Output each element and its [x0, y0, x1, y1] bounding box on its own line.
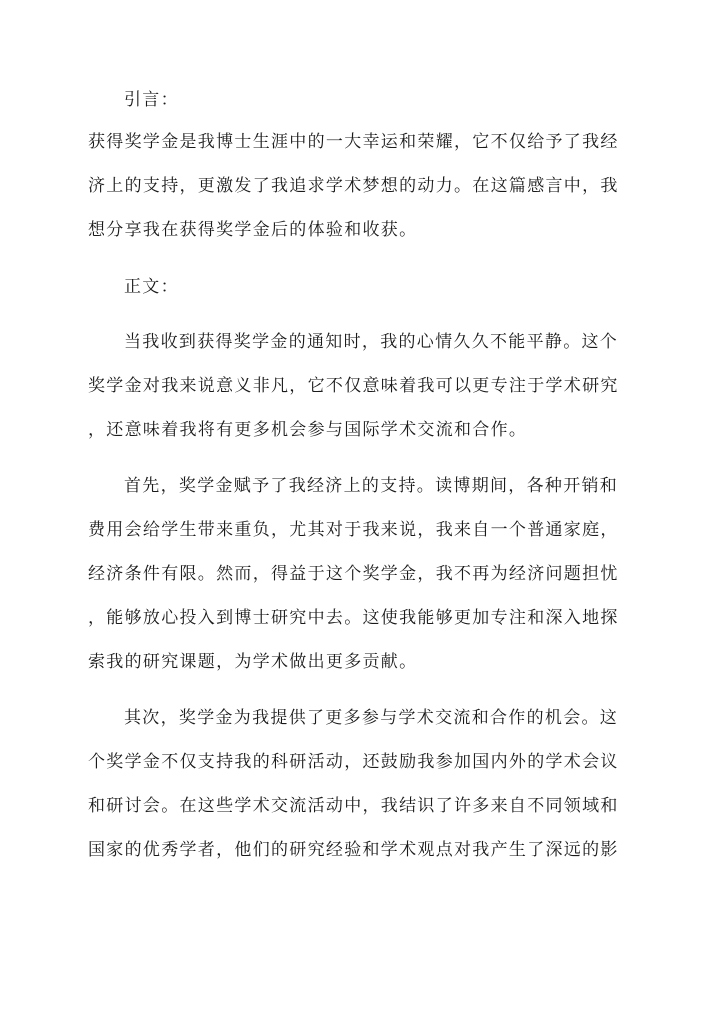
paragraph-2-line: 首先，奖学金赋予了我经济上的支持。读博期间，各种开销和	[124, 476, 619, 496]
intro-line: 想分享我在获得奖学金后的体验和收获。	[88, 220, 418, 240]
paragraph-1-line: 奖学金对我来说意义非凡，它不仅意味着我可以更专注于学术研究	[88, 376, 619, 396]
intro-line: 济上的支持，更激发了我追求学术梦想的动力。在这篇感言中，我	[88, 176, 619, 196]
paragraph-1-line: 当我收到获得奖学金的通知时，我的心情久久不能平静。这个	[124, 332, 619, 352]
intro-line: 获得奖学金是我博士生涯中的一大幸运和荣耀，它不仅给予了我经	[88, 132, 619, 152]
paragraph-3-line: 其次，奖学金为我提供了更多参与学术交流和合作的机会。这	[124, 708, 619, 728]
paragraph-3-line: 国家的优秀学者，他们的研究经验和学术观点对我产生了深远的影	[88, 840, 619, 860]
paragraph-3-line: 和研讨会。在这些学术交流活动中，我结识了许多来自不同领域和	[88, 796, 619, 816]
paragraph-2-line: 费用会给学生带来重负，尤其对于我来说，我来自一个普通家庭，	[88, 520, 619, 540]
paragraph-1-line: ，还意味着我将有更多机会参与国际学术交流和合作。	[88, 420, 528, 440]
intro-heading: 引言：	[124, 90, 179, 110]
body-heading: 正文：	[124, 277, 179, 297]
paragraph-2-line: 索我的研究课题，为学术做出更多贡献。	[88, 652, 418, 672]
paragraph-2-line: ，能够放心投入到博士研究中去。这使我能够更加专注和深入地探	[88, 608, 619, 628]
paragraph-2-line: 经济条件有限。然而，得益于这个奖学金，我不再为经济问题担忧	[88, 564, 619, 584]
paragraph-3-line: 个奖学金不仅支持我的科研活动，还鼓励我参加国内外的学术会议	[88, 752, 619, 772]
